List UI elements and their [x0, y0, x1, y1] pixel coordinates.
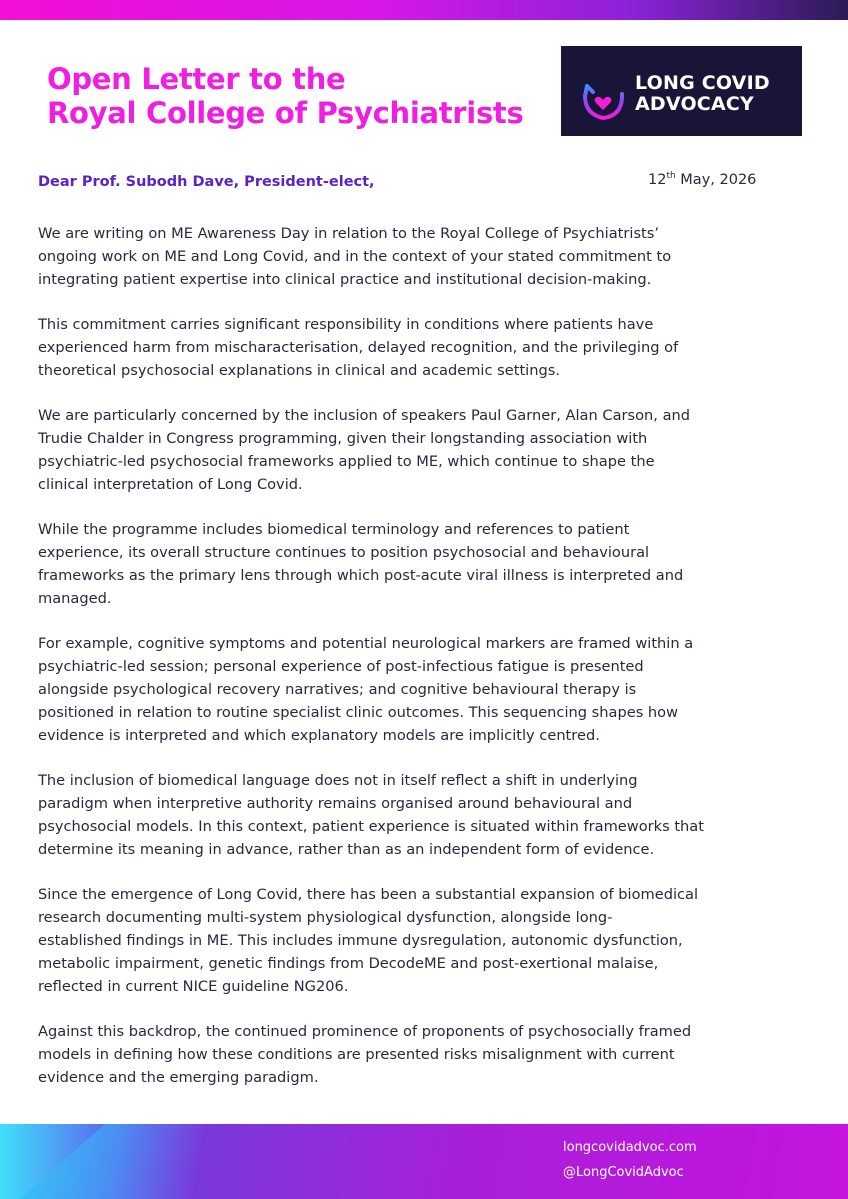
text-line: integrating patient expertise into clinical practice and institutional decision-making.: [38, 271, 652, 288]
paragraph: [38, 632, 818, 747]
logo-line-1: LONG COVID: [635, 72, 770, 94]
text-line: evidence is interpreted and which explanatory models are implicitly centred.: [38, 727, 600, 744]
paragraph: [38, 404, 818, 496]
text-line: reflected in current NICE guideline NG206.: [38, 978, 349, 995]
text-line: frameworks as the primary lens through which post-acute viral illness is interpreted and: [38, 567, 684, 584]
date-day: 12: [648, 172, 667, 188]
text-line: Trudie Chalder in Congress programming, given their longstanding association with: [38, 430, 648, 447]
text-line: experienced harm from mischaracterisation, delayed recognition, and the privileging of: [38, 339, 679, 356]
text-line: The inclusion of biomedical language does not in itself reflect a shift in underlying: [38, 772, 638, 789]
text-line: metabolic impairment, genetic findings from DecodeME and post-exertional malaise,: [38, 955, 659, 972]
text-line: Against this backdrop, the continued prominence of proponents of psychosocially framed: [38, 1023, 692, 1040]
logo-line-2: ADVOCACY: [635, 93, 754, 115]
paragraph: [38, 1020, 818, 1089]
raised-hand-heart-icon: [581, 60, 627, 122]
text-line: established findings in ME. This includes immune dysregulation, autonomic dysfunction,: [38, 932, 683, 949]
footer-social-handle: @LongCovidAdvoc: [563, 1165, 684, 1180]
text-line: psychiatric-led session; personal experience of post-infectious fatigue is presented: [38, 658, 644, 675]
long-covid-advocacy-logo: [561, 46, 802, 136]
text-line: research documenting multi-system physiological dysfunction, alongside long-: [38, 909, 613, 926]
text-line: alongside psychological recovery narratives; and cognitive behavioural therapy is: [38, 681, 637, 698]
text-line: evidence and the emerging paradigm.: [38, 1069, 319, 1086]
top-gradient-bar: [0, 0, 848, 20]
text-line: theoretical psychosocial explanations in clinical and academic settings.: [38, 362, 560, 379]
text-line: clinical interpretation of Long Covid.: [38, 476, 303, 493]
text-line: psychosocial models. In this context, patient experience is situated within frameworks that: [38, 818, 704, 835]
date-month-year: May, 2026: [675, 172, 757, 188]
text-line: managed.: [38, 590, 112, 607]
text-line: paradigm when interpretive authority remains organised around behavioural and: [38, 795, 633, 812]
footer-band: [0, 1124, 848, 1199]
paragraph: [38, 518, 818, 610]
text-line: models in defining how these conditions are presented risks misalignment with current: [38, 1046, 675, 1063]
paragraph: [38, 313, 818, 382]
letter-date: [648, 172, 756, 188]
paragraph: [38, 222, 818, 291]
text-line: determine its meaning in advance, rather than as an independent form of evidence.: [38, 841, 655, 858]
text-line: For example, cognitive symptoms and potential neurological markers are framed within a: [38, 635, 694, 652]
title-line-1: Open Letter to the: [47, 62, 346, 96]
title-line-2: Royal College of Psychiatrists: [47, 96, 524, 130]
text-line: We are particularly concerned by the inclusion of speakers Paul Garner, Alan Carson, and: [38, 407, 691, 424]
date-ordinal-suffix: th: [666, 171, 676, 181]
footer-decorative-shape: [0, 1124, 200, 1199]
footer-website: longcovidadvoc.com: [563, 1140, 697, 1155]
text-line: ongoing work on ME and Long Covid, and in the context of your stated commitment to: [38, 248, 672, 265]
text-line: This commitment carries significant responsibility in conditions where patients have: [38, 316, 654, 333]
salutation: Dear Prof. Subodh Dave, President-elect,: [38, 174, 375, 190]
text-line: Since the emergence of Long Covid, there has been a substantial expansion of biomedical: [38, 886, 699, 903]
page-title: [47, 62, 523, 130]
text-line: psychiatric-led psychosocial frameworks applied to ME, which continue to shape the: [38, 453, 655, 470]
paragraph: [38, 883, 818, 998]
text-line: While the programme includes biomedical terminology and references to patient: [38, 521, 630, 538]
text-line: We are writing on ME Awareness Day in relation to the Royal College of Psychiatrists’: [38, 225, 660, 242]
paragraph: [38, 769, 818, 861]
logo-wordmark: [635, 73, 770, 115]
text-line: positioned in relation to routine specialist clinic outcomes. This sequencing shapes how: [38, 704, 679, 721]
letter-body: [38, 222, 818, 1111]
text-line: experience, its overall structure continues to position psychosocial and behavioural: [38, 544, 650, 561]
